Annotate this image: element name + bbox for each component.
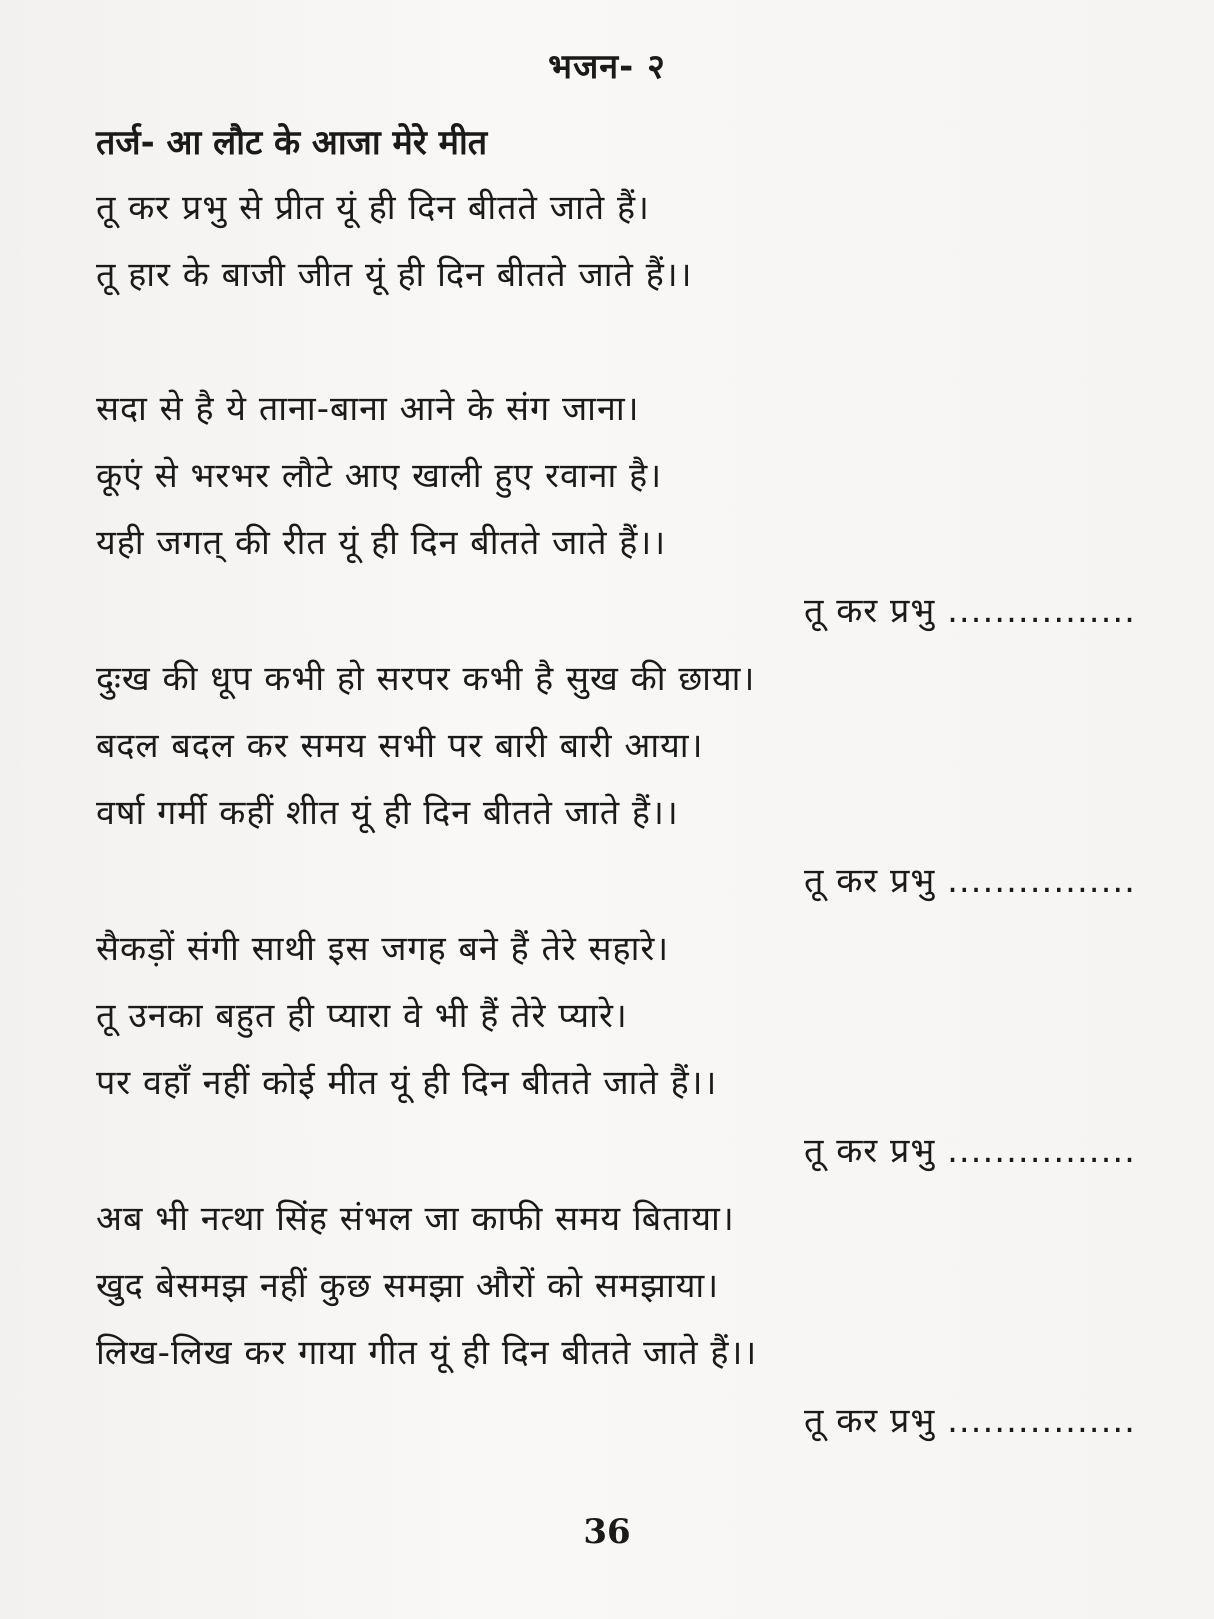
stanza-3-line-3: पर वहाँ नहीं कोई मीत यूं ही दिन बीतते जाते हैं।। — [96, 1063, 718, 1103]
stanza-4-line-3: लिख-लिख कर गाया गीत यूं ही दिन बीतते जाते हैं।। — [96, 1333, 758, 1373]
stanza-2-line-3: वर्षा गर्मी कहीं शीत यूं ही दिन बीतते जाते हैं।। — [96, 793, 679, 833]
opening-line-1: तू कर प्रभु से प्रीत यूं ही दिन बीतते जाते हैं। — [96, 188, 650, 228]
stanza-1-refrain: तू कर प्रभु ................ — [804, 591, 1136, 631]
stanza-4-line-2: खुद बेसमझ नहीं कुछ समझा औरों को समझाया। — [96, 1266, 720, 1306]
stanza-1-line-1: सदा से है ये ताना-बाना आने के संग जाना। — [96, 389, 640, 429]
opening-line-2: तू हार के बाजी जीत यूं ही दिन बीतते जाते हैं।। — [96, 255, 693, 295]
stanza-3-line-1: सैकड़ों संगी साथी इस जगह बने हैं तेरे सहारे। — [96, 929, 670, 969]
stanza-2-refrain: तू कर प्रभु ................ — [804, 861, 1136, 901]
stanza-3-line-2: तू उनका बहुत ही प्यारा वे भी हैं तेरे प्यारे। — [96, 996, 628, 1036]
page-number: 36 — [583, 1512, 631, 1552]
stanza-1-line-2: कूएं से भरभर लौटे आए खाली हुए रवाना है। — [96, 456, 663, 496]
hymn-title: भजन- २ — [548, 47, 666, 87]
stanza-3-refrain: तू कर प्रभु ................ — [804, 1131, 1136, 1171]
tune-line: तर्ज- आ लौट के आजा मेरे मीत — [96, 123, 488, 163]
stanza-4-refrain: तू कर प्रभु ................ — [804, 1401, 1136, 1441]
stanza-4-line-1: अब भी नत्था सिंह संभल जा काफी समय बिताया। — [96, 1199, 735, 1239]
stanza-2-line-1: दुःख की धूप कभी हो सरपर कभी है सुख की छाया। — [96, 659, 756, 699]
stanza-2-line-2: बदल बदल कर समय सभी पर बारी बारी आया। — [96, 726, 704, 766]
stanza-1-line-3: यही जगत् की रीत यूं ही दिन बीतते जाते हैं।। — [96, 523, 667, 563]
